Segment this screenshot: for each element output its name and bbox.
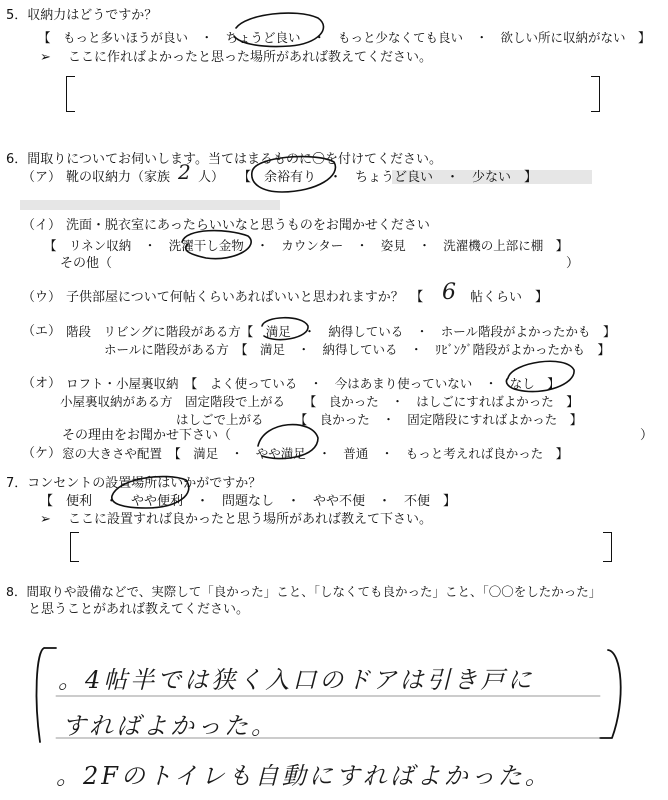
q8-answer-line3: 。2Fのトイレも自動にすればよかった。 bbox=[56, 762, 552, 790]
q6-a-unit: 人） bbox=[198, 170, 225, 185]
q6-e-label: （オ） bbox=[22, 376, 62, 391]
q6-a-label: （ア） bbox=[22, 170, 62, 185]
q6-a-options: 【 余裕有り ・ ちょうど良い ・ 少ない 】 bbox=[238, 170, 538, 185]
q5-answer-box[interactable] bbox=[66, 76, 600, 112]
q7-options: 【 便利 ・ やや便利 ・ 問題なし ・ やや不便 ・ 不便 】 bbox=[40, 494, 457, 509]
q6-b-text: 洗面・脱衣室にあったらいいなと思うものをお聞かせください bbox=[66, 218, 430, 233]
q6-d-text: 階段 リビングに階段がある方【 満足 ・ 納得している ・ ホール階段がよかったかも 】 bbox=[66, 324, 616, 339]
q5-followup: ここに作ればよかったと思った場所があれば教えてください。 bbox=[68, 50, 433, 65]
q5-followup-marker: ➢ bbox=[40, 50, 51, 65]
q8-answer-line1: 。4帖半では狭く入口のドアは引き戸に bbox=[58, 666, 535, 694]
q5-options: 【 もっと多いほうが良い ・ ちょうど良い ・ もっと少なくても良い ・ 欲しい所に収納がない 】 bbox=[38, 30, 651, 45]
q6-d-label: （エ） bbox=[22, 324, 62, 339]
q8-title2: と思うことがあれば教えてください。 bbox=[28, 602, 250, 617]
q6-f-text: 窓の大きさや配置 【 満足 ・ やや満足 ・ 普通 ・ もっと考えれば良かった 】 bbox=[62, 446, 569, 461]
q6-e-reason-close: ） bbox=[640, 428, 654, 443]
q6-c-unit: 帖くらい 】 bbox=[470, 290, 549, 305]
q6-a-handwritten-count: 2 bbox=[178, 160, 194, 184]
q5-title: 5．収納力はどうですか？ bbox=[6, 8, 158, 23]
q6-b-label: （イ） bbox=[22, 218, 62, 233]
q6-b-options: 【 リネン収納 ・ 洗濯干し金物 ・ カウンター ・ 姿見 ・ 洗濯機の上部に棚 】 bbox=[44, 238, 569, 253]
q6-f-label: （ケ） bbox=[22, 446, 62, 461]
q7-followup: ここに設置すれば良かったと思う場所があれば教えて下さい。 bbox=[68, 512, 433, 527]
q6-e-text: ロフト・小屋裏収納 【 よく使っている ・ 今はあまり使っていない ・ なし 】 bbox=[66, 376, 560, 391]
q6-d-text2: ホールに階段がある方 【 満足 ・ 納得している ・ ﾘﾋﾞﾝｸﾞ階段がよかったかも 】 bbox=[104, 342, 611, 357]
q7-followup-marker: ➢ bbox=[40, 512, 51, 527]
q6-c-label: （ウ） bbox=[22, 290, 62, 305]
q7-title: 7．コンセントの設置場所はいかがですか？ bbox=[6, 476, 262, 491]
q8-answer-box bbox=[37, 648, 56, 742]
q6-title: 6．間取りについてお伺いします。当てはまるものに〇を付けてください。 bbox=[6, 152, 442, 167]
q8-answer-line2: すればよかった。 bbox=[62, 712, 278, 740]
q6-e-text2: 小屋裏収納がある方 固定階段で上がる 【 良かった ・ はしごにすればよかった 】 bbox=[60, 394, 579, 409]
q6-e-reason: その理由をお聞かせ下さい（ bbox=[62, 428, 232, 443]
q7-answer-box[interactable] bbox=[70, 532, 612, 562]
q6-b-other-close: ） bbox=[566, 256, 580, 271]
q6-c-text: 子供部屋について何帖くらいあればいいと思われますか？ 【 bbox=[66, 290, 424, 305]
scan-noise bbox=[20, 200, 280, 210]
q6-b-other: その他（ bbox=[60, 256, 113, 271]
q6-c-handwritten-value: 6 bbox=[442, 280, 459, 305]
q8-title: 8．間取りや設備などで、実際して「良かった」こと、「しなくても良かった」こと、「〇〇をしたかった」 bbox=[6, 584, 602, 599]
q6-a-text: 靴の収納力（家族 bbox=[66, 170, 171, 185]
q6-e-text3: はしごで上がる 【 良かった ・ 固定階段にすればよかった 】 bbox=[176, 412, 583, 427]
